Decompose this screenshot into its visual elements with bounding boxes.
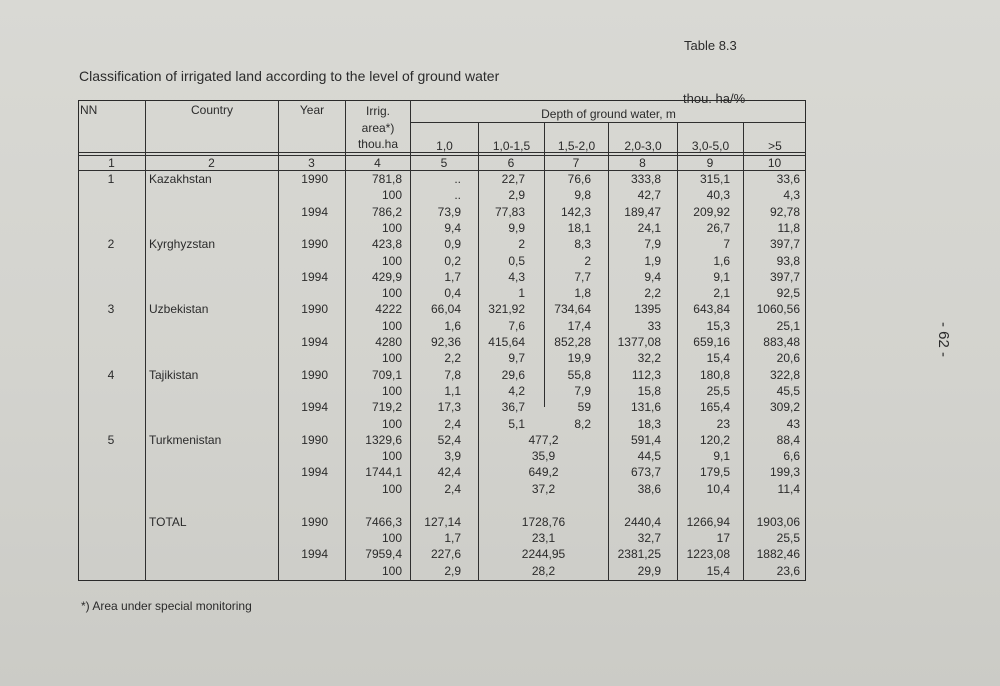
header-d6: >5: [768, 139, 782, 153]
depth-cell-d5: 2,1: [713, 286, 730, 300]
rule-h-depth: [410, 122, 806, 123]
depth-cell-d2: 4,3: [508, 270, 525, 284]
total-depth-cell-d5: 17: [716, 531, 730, 545]
depth-cell-d3: 2: [584, 254, 591, 268]
depth-cell-d5: 9,1: [713, 270, 730, 284]
year-cell: 1990: [301, 302, 328, 316]
depth-cell-d6: 93,8: [776, 254, 800, 268]
year-cell: 1990: [301, 172, 328, 186]
depth-cell-d2: 1: [518, 286, 525, 300]
depth-cell-d6: 6,6: [783, 449, 800, 463]
year-cell: 1990: [301, 433, 328, 447]
depth-cell-d4: 112,3: [631, 368, 661, 382]
depth-cell-d4: 9,4: [644, 270, 661, 284]
page-number: - 62 -: [935, 322, 952, 358]
depth-cell-d5: 643,84: [693, 302, 730, 316]
depth-cell-d4: 1395: [634, 302, 661, 316]
area-cell: 1744,1: [365, 465, 402, 479]
depth-cell-d23: 477,2: [528, 433, 559, 447]
total-depth-cell-d5: 15,4: [706, 564, 730, 578]
depth-cell-d2: 36,7: [501, 400, 525, 414]
total-depth-cell-d1: 227,6: [430, 547, 461, 561]
depth-cell-d1: 7,8: [444, 368, 461, 382]
area-cell: 429,9: [371, 270, 402, 284]
depth-cell-d6: 25,1: [776, 319, 800, 333]
depth-cell-d4: 1377,08: [617, 335, 661, 349]
depth-cell-d23: 649,2: [528, 465, 559, 479]
depth-cell-d1: 2,2: [444, 351, 461, 365]
depth-cell-d3: 1,8: [574, 286, 591, 300]
total-area-cell: 100: [381, 564, 402, 578]
total-year-cell: 1990: [301, 515, 328, 529]
header-area-2: area*): [361, 121, 395, 135]
total-depth-cell-d1: 127,14: [424, 515, 461, 529]
depth-cell-d5: 26,7: [706, 221, 730, 235]
depth-cell-d4: 189,47: [624, 205, 661, 219]
header-year: Year: [299, 103, 325, 117]
depth-cell-d5: 15,3: [706, 319, 730, 333]
depth-cell-d3: 19,9: [567, 351, 591, 365]
area-cell: 786,2: [371, 205, 402, 219]
year-cell: 1990: [301, 237, 328, 251]
rule-v-year: [278, 100, 279, 581]
rule-v-country: [145, 100, 146, 581]
depth-cell-d3: 8,3: [574, 237, 591, 251]
col-number: 7: [572, 156, 580, 170]
total-depth-cell-d6: 25,5: [776, 531, 800, 545]
depth-cell-d6: 309,2: [769, 400, 800, 414]
area-cell: 100: [381, 221, 402, 235]
depth-cell-d6: 4,3: [783, 188, 800, 202]
col-number: 4: [374, 156, 381, 170]
depth-cell-d1: 1,1: [444, 384, 461, 398]
country-name: Tajikistan: [149, 368, 199, 382]
area-cell: 4222: [375, 302, 402, 316]
col-number: 9: [706, 156, 714, 170]
rule-h-numbers-bottom: [78, 170, 806, 171]
footnote: *) Area under special monitoring: [81, 599, 252, 613]
year-cell: 1990: [301, 368, 328, 382]
depth-cell-d5: 120,2: [699, 433, 730, 447]
depth-cell-d4: 333,8: [630, 172, 661, 186]
depth-cell-d2: 7,6: [508, 319, 525, 333]
depth-cell-d3: 18,1: [567, 221, 591, 235]
area-cell: 100: [381, 254, 402, 268]
depth-cell-d1: 73,9: [437, 205, 461, 219]
total-depth-cell-d23: 23,1: [531, 531, 556, 545]
depth-cell-d1: 0,4: [444, 286, 461, 300]
depth-cell-d4: 2,2: [644, 286, 661, 300]
depth-cell-d1: 0,9: [444, 237, 461, 251]
depth-cell-d4: 24,1: [637, 221, 661, 235]
depth-cell-d2: 9,9: [508, 221, 525, 235]
area-cell: 781,8: [371, 172, 402, 186]
depth-cell-d6: 92,78: [769, 205, 800, 219]
country-name: Uzbekistan: [149, 302, 209, 316]
row-number: 2: [107, 237, 115, 251]
depth-cell-d4: 32,2: [637, 351, 661, 365]
depth-cell-d4: 673,7: [630, 465, 661, 479]
depth-cell-d6: 11,8: [777, 221, 800, 235]
depth-cell-d6: 199,3: [769, 465, 800, 479]
area-cell: 100: [381, 319, 402, 333]
depth-cell-d5: 659,16: [693, 335, 730, 349]
area-cell: 100: [381, 286, 402, 300]
depth-cell-d3: 9,8: [574, 188, 591, 202]
depth-cell-d1: 17,3: [437, 400, 461, 414]
depth-cell-d4: 131,6: [630, 400, 661, 414]
depth-cell-d5: 40,3: [706, 188, 730, 202]
depth-cell-d2: 415,64: [488, 335, 525, 349]
country-name: Kazakhstan: [149, 172, 212, 186]
header-nn: NN: [80, 103, 98, 117]
depth-cell-d1: 66,04: [430, 302, 461, 316]
total-depth-cell-d4: 2440,4: [624, 515, 661, 529]
header-area-1: Irrig.: [366, 104, 390, 118]
depth-cell-d3: 142,3: [560, 205, 591, 219]
area-cell: 100: [381, 351, 402, 365]
col-number: 3: [308, 156, 315, 170]
total-depth-cell-d1: 2,9: [444, 564, 461, 578]
col-number: 10: [767, 156, 782, 170]
depth-cell-d4: 591,4: [630, 433, 661, 447]
depth-cell-d1: 1,6: [444, 319, 461, 333]
total-depth-cell-d6: 1882,46: [756, 547, 800, 561]
depth-cell-d1: 52,4: [437, 433, 461, 447]
row-number: 4: [107, 368, 115, 382]
total-label: TOTAL: [149, 515, 187, 529]
depth-cell-d2: 4,2: [508, 384, 525, 398]
depth-cell-d1: 3,9: [444, 449, 461, 463]
depth-cell-d2: 29,6: [501, 368, 525, 382]
depth-cell-d23: 35,9: [531, 449, 556, 463]
depth-cell-d6: 1060,56: [756, 302, 800, 316]
area-cell: 100: [381, 417, 402, 431]
depth-cell-d5: 1,6: [713, 254, 730, 268]
depth-cell-d2: 2: [518, 237, 525, 251]
col-number: 5: [440, 156, 448, 170]
col-number: 2: [208, 156, 215, 170]
depth-cell-d3: 76,6: [567, 172, 591, 186]
depth-cell-d5: 179,5: [699, 465, 730, 479]
depth-cell-d23: 37,2: [531, 482, 556, 496]
area-cell: 719,2: [371, 400, 402, 414]
depth-cell-d1: 42,4: [437, 465, 461, 479]
depth-cell-d3: 8,2: [574, 417, 591, 431]
col-number: 8: [639, 156, 646, 170]
area-cell: 100: [381, 449, 402, 463]
area-cell: 4280: [375, 335, 402, 349]
total-area-cell: 100: [381, 531, 402, 545]
total-depth-cell-d4: 32,7: [637, 531, 661, 545]
total-depth-cell-d5: 1223,08: [686, 547, 730, 561]
depth-cell-d3: 17,4: [567, 319, 591, 333]
total-depth-cell-d6: 1903,06: [756, 515, 800, 529]
total-depth-cell-d6: 23,6: [776, 564, 800, 578]
depth-cell-d6: 43: [786, 417, 800, 431]
total-depth-cell-d23: 2244,95: [521, 547, 566, 561]
header-d4: 2,0-3,0: [624, 139, 662, 153]
depth-cell-d1: 9,4: [444, 221, 461, 235]
depth-cell-d2: 321,92: [488, 302, 525, 316]
col-number: 6: [507, 156, 515, 170]
depth-cell-d4: 15,8: [637, 384, 661, 398]
area-cell: 709,1: [371, 368, 402, 382]
year-cell: 1994: [301, 335, 328, 349]
header-d1: 1,0: [436, 139, 453, 153]
depth-cell-d3: 734,64: [554, 302, 591, 316]
depth-cell-d5: 23: [716, 417, 730, 431]
depth-cell-d2: 0,5: [508, 254, 525, 268]
depth-cell-d4: 33: [647, 319, 661, 333]
total-depth-cell-d4: 29,9: [637, 564, 661, 578]
depth-cell-d3: 7,9: [574, 384, 591, 398]
total-area-cell: 7959,4: [365, 547, 402, 561]
depth-cell-d4: 42,7: [637, 188, 661, 202]
depth-cell-d6: 322,8: [769, 368, 800, 382]
year-cell: 1994: [301, 205, 328, 219]
total-depth-cell-d23: 1728,76: [521, 515, 566, 529]
year-cell: 1994: [301, 270, 328, 284]
units-label: thou. ha/%: [683, 91, 746, 106]
depth-cell-d4: 38,6: [637, 482, 661, 496]
depth-cell-d1: ..: [454, 188, 461, 202]
depth-cell-d2: 9,7: [508, 351, 525, 365]
depth-cell-d6: 88,4: [776, 433, 800, 447]
depth-cell-d4: 18,3: [637, 417, 661, 431]
depth-cell-d1: 0,2: [444, 254, 461, 268]
depth-cell-d6: 45,5: [776, 384, 800, 398]
depth-cell-d6: 397,7: [769, 270, 800, 284]
area-cell: 100: [381, 188, 402, 202]
depth-cell-d5: 209,92: [693, 205, 730, 219]
depth-cell-d6: 20,6: [776, 351, 800, 365]
depth-cell-d5: 165,4: [699, 400, 730, 414]
depth-cell-d5: 15,4: [706, 351, 730, 365]
depth-cell-d5: 9,1: [713, 449, 730, 463]
depth-cell-d2: 77,83: [494, 205, 525, 219]
depth-cell-d5: 315,1: [699, 172, 730, 186]
total-depth-cell-d5: 1266,94: [686, 515, 730, 529]
area-cell: 423,8: [371, 237, 402, 251]
total-depth-cell-d4: 2381,25: [617, 547, 661, 561]
depth-cell-d3: 7,7: [574, 270, 591, 284]
year-cell: 1994: [301, 400, 328, 414]
country-name: Kyrghyzstan: [149, 237, 216, 251]
depth-cell-d6: 397,7: [769, 237, 800, 251]
depth-cell-d1: 2,4: [444, 482, 461, 496]
area-cell: 1329,6: [365, 433, 402, 447]
header-depth: Depth of ground water, m: [541, 107, 676, 121]
depth-cell-d1: 2,4: [444, 417, 461, 431]
depth-cell-d6: 883,48: [763, 335, 800, 349]
total-depth-cell-d23: 28,2: [531, 564, 556, 578]
depth-cell-d5: 10,4: [706, 482, 730, 496]
header-d3: 1,5-2,0: [557, 139, 596, 153]
header-area-3: thou.ha: [357, 137, 399, 151]
depth-cell-d5: 7: [723, 237, 730, 251]
depth-cell-d5: 25,5: [706, 384, 730, 398]
table-title: Classification of irrigated land according to the level of ground water: [79, 68, 500, 84]
area-cell: 100: [381, 384, 402, 398]
depth-cell-d3: 59: [577, 400, 591, 414]
header-d2: 1,0-1,5: [492, 139, 531, 153]
depth-cell-d4: 1,9: [644, 254, 661, 268]
depth-cell-d5: 180,8: [699, 368, 730, 382]
total-depth-cell-d1: 1,7: [444, 531, 461, 545]
row-number: 5: [107, 433, 115, 447]
depth-cell-d3: 852,28: [554, 335, 591, 349]
depth-cell-d4: 7,9: [644, 237, 661, 251]
depth-cell-d6: 11,4: [777, 482, 800, 496]
depth-cell-d2: 22,7: [501, 172, 525, 186]
year-cell: 1994: [301, 465, 328, 479]
depth-cell-d1: 1,7: [444, 270, 461, 284]
depth-cell-d2: 5,1: [508, 417, 525, 431]
depth-cell-d4: 44,5: [637, 449, 661, 463]
area-cell: 100: [381, 482, 402, 496]
depth-cell-d6: 92,5: [776, 286, 800, 300]
total-area-cell: 7466,3: [365, 515, 402, 529]
total-year-cell: 1994: [301, 547, 328, 561]
table-number: Table 8.3: [684, 38, 737, 53]
depth-cell-d6: 33,6: [776, 172, 800, 186]
depth-cell-d2: 2,9: [508, 188, 525, 202]
country-name: Turkmenistan: [149, 433, 222, 447]
header-d5: 3,0-5,0: [691, 139, 730, 153]
depth-cell-d3: 55,8: [567, 368, 591, 382]
depth-cell-d1: 92,36: [430, 335, 461, 349]
depth-cell-d1: ..: [454, 172, 461, 186]
header-country: Country: [190, 103, 234, 117]
row-number: 1: [107, 172, 115, 186]
col-number: 1: [108, 156, 115, 170]
row-number: 3: [107, 302, 115, 316]
